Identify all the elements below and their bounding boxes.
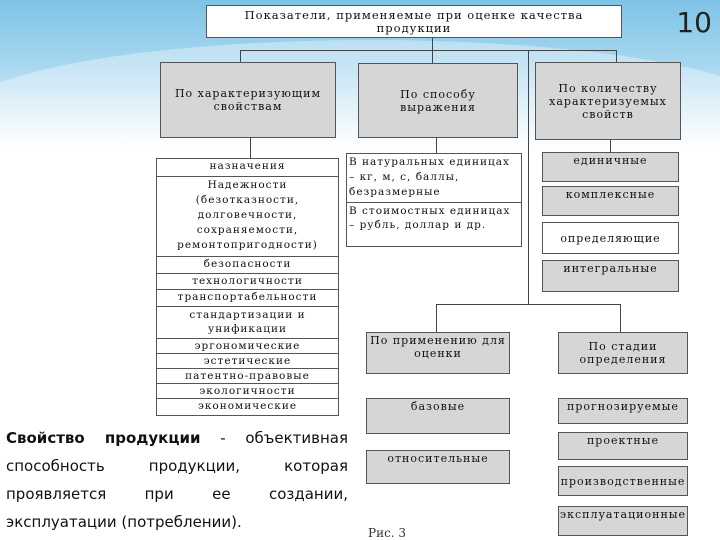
connector-line <box>436 138 437 153</box>
quantity-item: комплексные <box>542 186 679 216</box>
list-item: В стоимостных единицах – рубль, доллар и др. <box>349 205 511 231</box>
figure-caption: Рис. 3 <box>368 526 407 540</box>
stage-item: производственные <box>558 466 688 496</box>
definition-text <box>6 424 348 536</box>
connector-line <box>240 50 616 51</box>
list-item: В натуральных единицах – кг, м, с, баллы, безразмерные <box>347 154 521 203</box>
connector-line <box>528 50 529 304</box>
connector-line <box>250 138 251 158</box>
definition-body: - объективная способность продукции, которая проявляется при ее создании, эксплуатации (потреблении). <box>6 429 348 531</box>
category-by-application: По применению для оценки <box>366 332 510 374</box>
definition-term: Свойство продукции <box>6 429 201 447</box>
list-item: экономические <box>197 400 298 412</box>
list-item: безопасности <box>157 257 338 274</box>
connector-line <box>620 304 621 332</box>
list-item: транспортабельности <box>157 290 338 307</box>
connector-line <box>436 304 621 305</box>
diagram-title: Показатели, применяемые при оценке качества продукции <box>206 5 622 38</box>
slide-number: 10 <box>676 6 712 39</box>
connector-line <box>436 304 437 332</box>
category-by-stage: По стадии определения <box>558 332 688 374</box>
list-item: назначения <box>157 159 338 177</box>
application-item: базовые <box>366 398 510 434</box>
list-item: эргономические <box>157 339 338 354</box>
application-item: относительные <box>366 450 510 484</box>
list-item: Надежности (безотказности, долговечности, сохраняемости, ремонтопригодности) <box>157 177 338 257</box>
connector-line <box>240 50 241 62</box>
category-by-quantity: По количеству характеризуемых свойств <box>535 62 681 140</box>
stage-item: проектные <box>558 432 688 460</box>
stage-item: прогнозируемые <box>558 398 688 424</box>
quantity-item: интегральные <box>542 260 679 292</box>
connector-line <box>610 140 611 152</box>
list-item: патентно-правовые <box>157 369 338 384</box>
list-item: эстетические <box>157 354 338 369</box>
connector-line <box>616 50 617 62</box>
list-item: экологичности <box>157 384 338 399</box>
list-item: технологичности <box>157 274 338 290</box>
properties-list <box>156 158 339 416</box>
list-item: стандартизации и унификации <box>157 307 338 339</box>
quantity-item: определяющие <box>542 222 679 254</box>
category-by-properties: По характеризующим свойствам <box>160 62 336 138</box>
expression-list <box>346 153 522 247</box>
category-by-expression: По способу выражения <box>358 63 518 138</box>
stage-item: эксплуатационные <box>558 506 688 536</box>
quantity-item: единичные <box>542 152 679 182</box>
